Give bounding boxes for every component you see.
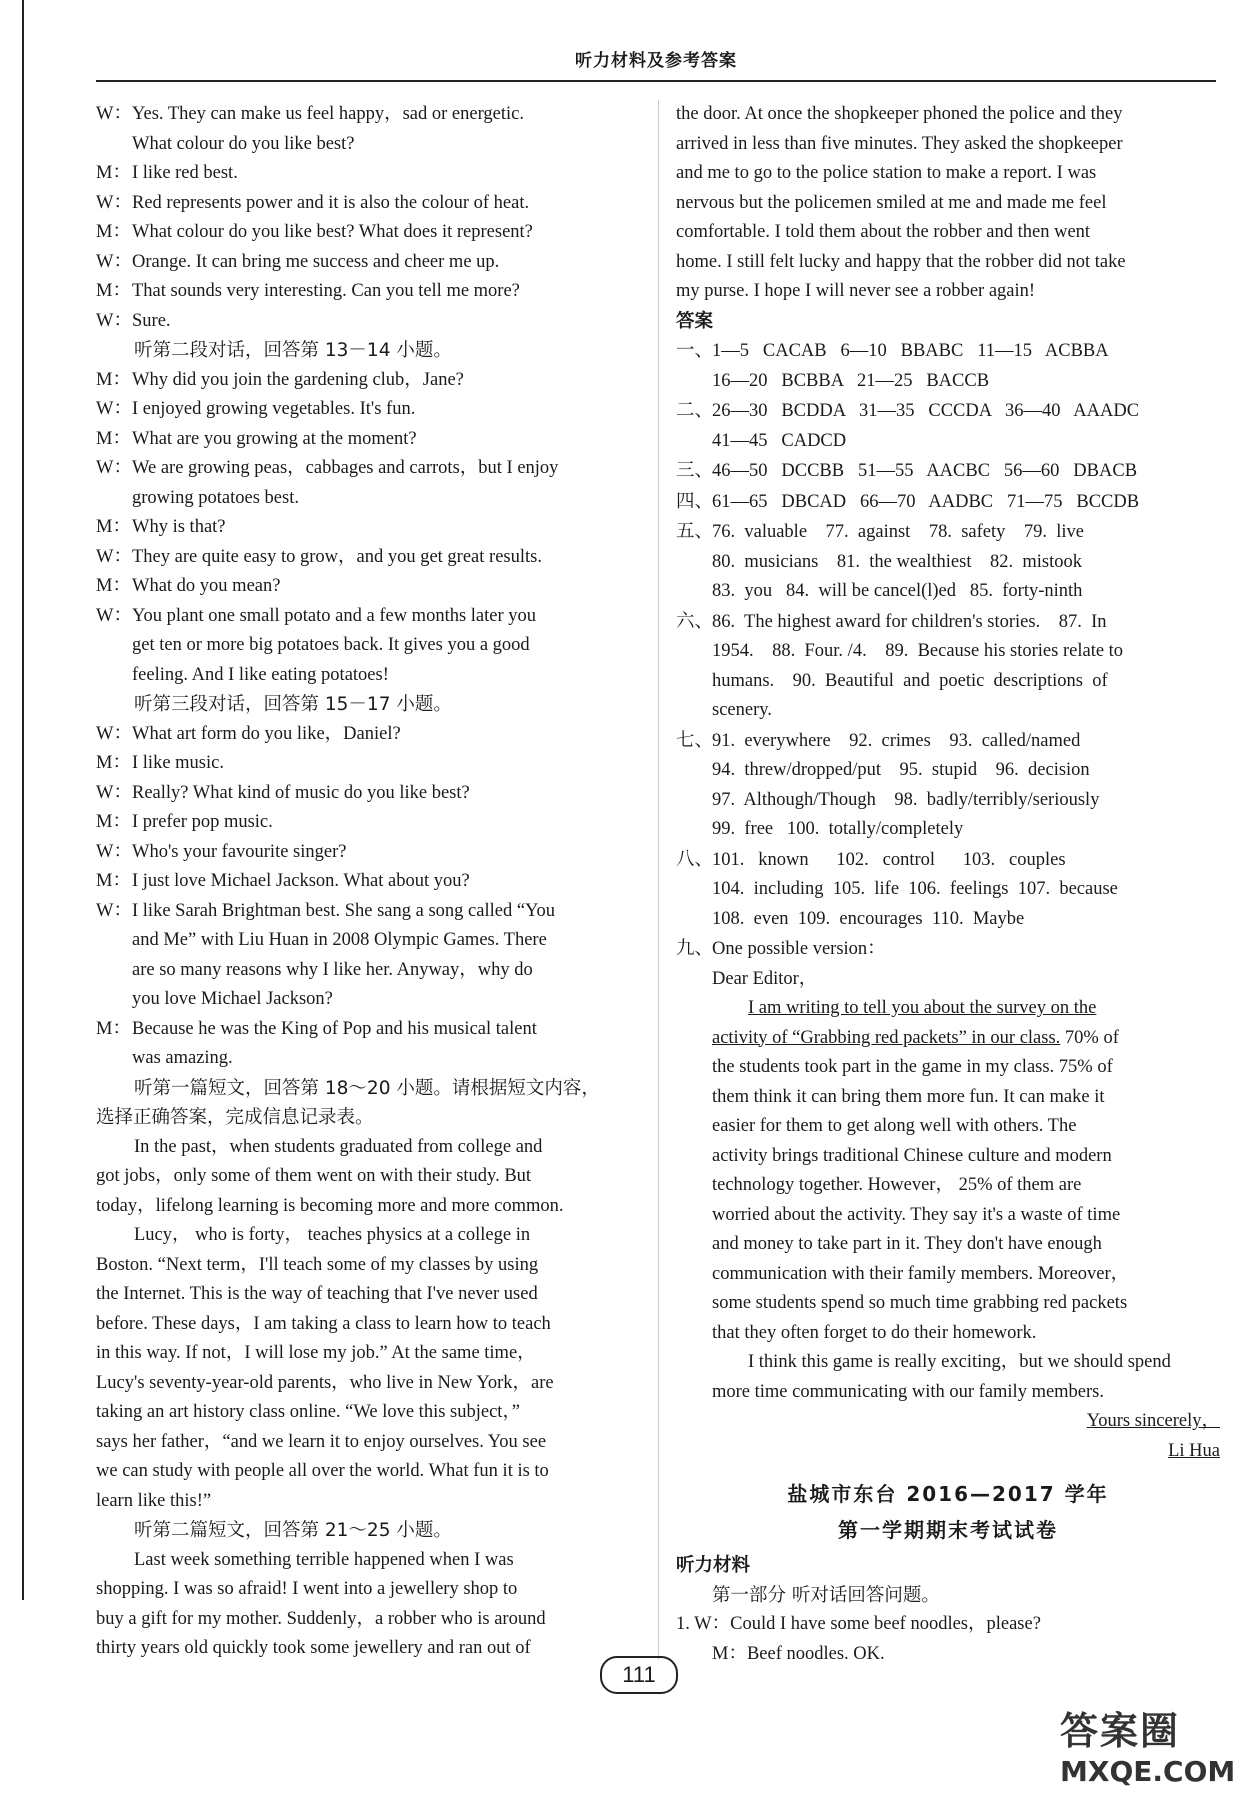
dialogue-line [96,454,640,484]
page-number: 111 [600,1656,678,1694]
speaker-label: W： [96,605,132,626]
dialogue-text: I enjoyed growing vegetables. It's fun. [132,399,416,419]
answer-row [676,367,1220,397]
section-heading-dialogue-3: 听第三段对话，回答第 15－17 小题。 [134,694,452,715]
passage-line: thirty years old quickly took some jewellery and ran out of [96,1638,531,1658]
speaker-label: M： [96,871,131,891]
passage-line: my purse. I hope I will never see a robber again! [676,281,1036,301]
answer-row [676,637,1220,667]
passage-line: the Internet. This is the way of teaching that I've never used [96,1284,538,1304]
letter-underlined-1: I am writing to tell you about the survey on the [748,998,1097,1018]
dialogue-line [96,602,640,632]
dialogue-text: feeling. And I like eating potatoes! [132,664,389,685]
speaker-label: M： [96,222,131,242]
dialogue-line [96,189,640,219]
left-column [96,100,640,1664]
speaker-label: W： [96,192,132,213]
passage-line: the door. At once the shopkeeper phoned the police and they [676,104,1123,124]
dialogue-line [96,661,640,691]
dialogue-line [96,307,640,337]
speaker-label: W： [96,458,132,478]
passage-line: arrived in less than five minutes. They asked the shopkeeper [676,133,1123,154]
dialogue-2 [96,366,640,691]
dialogue-line [96,484,640,514]
dialogue-line [96,425,640,455]
dialogue-text: What art form do you like，Daniel? [132,723,401,744]
passage-line: Lucy's seventy-year-old parents，who live in New York，are [96,1372,554,1393]
speaker-label: W： [96,900,132,921]
letter-line: communication with their family members. Moreover， [712,1263,1130,1284]
dialogue-line [96,779,640,809]
answer-row [676,548,1220,578]
letter-para-2-line-2: more time communicating with our family members. [712,1381,1105,1402]
letter-line: the students took part in the game in my class. 75% of [712,1057,1113,1077]
passage-line: we can study with people all over the world. What fun it is to [96,1461,549,1481]
letter-line: easier for them to get along well with others. The [712,1116,1077,1136]
answer-text: 97. Although/Though 98. badly/terribly/seriously [712,789,1100,810]
letter-para-2-line-1: I think this game is really exciting，but we should spend [748,1352,1171,1372]
answer-row [676,487,1220,518]
dialogue-text: I like Sarah Brightman best. She sang a song called “You [132,900,556,921]
speaker-label: M： [96,576,131,596]
dialogue-text: I prefer pop music. [132,812,273,832]
speaker-label: W： [96,782,132,803]
speaker-label: M： [96,281,131,301]
answer-row [676,667,1220,697]
dialogue-text: Why did you join the gardening club，Jane? [132,369,464,390]
dialogue-text: are so many reasons why I like her. Anyway，why do [132,959,533,980]
answer-text: 61—65 DBCAD 66—70 AADBC 71—75 BCCDB [712,491,1140,512]
passage-line: today，lifelong learning is becoming more and more common. [96,1195,564,1216]
answer-section-label: 二、 [676,400,714,421]
answer-text: 1954. 88. Four. /4. 89. Because his stories relate to [712,641,1124,661]
answer-row [676,577,1220,607]
letter-salutation: Dear Editor， [712,968,818,989]
question-1-line-2: M：Beef noodles. OK. [712,1643,885,1664]
dialogue-line [96,395,640,425]
answer-text: 41—45 CADCD [712,430,847,451]
dialogue-text: Because he was the King of Pop and his musical talent [132,1018,537,1039]
dialogue-line [96,159,640,189]
dialogue-text: You plant one small potato and a few months later you [132,605,537,626]
answer-row [676,456,1220,487]
dialogue-line [96,838,640,868]
speaker-label: M： [96,812,131,832]
answer-section-label: 八、 [676,848,714,870]
passage-line: and me to go to the police station to make a report. I was [676,163,1097,183]
section-heading-passage-1: 听第一篇短文，回答第 18～20 小题。请根据短文内容， [134,1077,600,1099]
dialogue-text: and Me” with Liu Huan in 2008 Olympic Games. There [132,930,547,950]
answer-row [676,815,1220,845]
passage-2-continued [676,100,1220,307]
question-1-line-1: 1. W：Could I have some beef noodles，please? [676,1614,1041,1634]
passage-line: got jobs，only some of them went on with their study. But [96,1166,532,1186]
header-title: 听力材料及参考答案 [575,51,737,71]
part-1-heading: 第一部分 听对话回答问题。 [712,1584,940,1606]
speaker-label: W： [96,723,132,744]
column-divider [658,100,659,1660]
speaker-label: W： [96,251,132,272]
dialogue-line [96,985,640,1015]
section-heading-dialogue-2: 听第二段对话，回答第 13－14 小题。 [134,340,452,361]
letter-intro-tail: 70% of [1060,1027,1119,1048]
passage-line: Last week something terrible happened when I was [134,1549,514,1570]
speaker-label: W： [96,399,132,419]
page-header [96,42,1216,82]
speaker-label: M： [96,428,131,449]
letter-line: and money to take part in it. They don't have enough [712,1234,1102,1254]
dialogue-text: They are quite easy to grow，and you get great results. [132,546,542,567]
dialogue-line [96,100,640,130]
passage-line: shopping. I was so afraid! I went into a jewellery shop to [96,1579,518,1599]
answer-text: 86. The highest award for children's stories. 87. In [712,611,1107,632]
letter-closing-text: Yours sincerely， [1086,1411,1220,1431]
letter-underlined-2: activity of “Grabbing red packets” in our class. [712,1027,1061,1048]
exam-title-line-1: 盐城市东台 2016—2017 学年 [787,1482,1109,1506]
answer-row [676,696,1220,726]
answer-row [676,396,1220,427]
letter-line: some students spend so much time grabbing red packets [712,1293,1128,1313]
answer-section-label: 五、 [676,521,714,542]
answer-row [676,517,1220,548]
dialogue-line [96,366,640,396]
speaker-label: M： [96,753,131,773]
dialogue-3 [96,720,640,1074]
dialogue-text: you love Michael Jackson? [132,989,333,1009]
letter-line: them think it can bring them more fun. It can make it [712,1086,1105,1107]
answer-text: 108. even 109. encourages 110. Maybe [712,908,1025,929]
answer-row [676,786,1220,816]
dialogue-text: We are growing peas，cabbages and carrots，but I enjoy [132,458,559,478]
binding-line [22,0,24,1600]
passage-line: comfortable. I told them about the robber and then went [676,222,1091,242]
dialogue-text: I like music. [132,753,224,773]
answer-text: 46—50 DCCBB 51—55 AACBC 56—60 DBACB [712,461,1138,481]
answer-section-label: 四、 [676,490,714,512]
letter-body [676,1053,1220,1348]
answer-section-label: 九、 [676,938,714,959]
answer-text: 76. valuable 77. against 78. safety 79. live [712,522,1084,542]
dialogue-text: get ten or more big potatoes back. It gives you a good [132,635,530,655]
right-column [676,100,1220,1669]
dialogue-text: Yes. They can make us feel happy，sad or energetic. [132,104,524,124]
answer-text: 26—30 BCDDA 31—35 CCCDA 36—40 AAADC [712,401,1140,421]
dialogue-line [96,956,640,986]
speaker-label: M： [96,1018,131,1039]
dialogue-line [96,631,640,661]
passage-line: nervous but the policemen smiled at me and made me feel [676,192,1107,213]
answer-section-label: 三、 [676,460,714,481]
section-heading-passage-2: 听第二篇短文，回答第 21～25 小题。 [134,1520,452,1541]
dialogue-line [96,1044,640,1074]
dialogue-1 [96,100,640,336]
answers-label: 答案 [676,310,714,332]
answer-section-label: 一、 [676,340,714,361]
passage-line: home. I still felt lucky and happy that the robber did not take [676,251,1126,272]
dialogue-text: Who's your favourite singer? [132,841,347,862]
answer-text: 101. known 102. control 103. couples [712,849,1066,870]
answer-row [676,905,1220,935]
dialogue-line [96,808,640,838]
dialogue-line [96,749,640,779]
dialogue-text: What do you mean? [132,576,281,596]
answer-text: 94. threw/dropped/put 95. stupid 96. decision [712,760,1090,780]
section-heading-passage-1-cont: 选择正确答案，完成信息记录表。 [96,1107,374,1128]
dialogue-line [96,543,640,573]
speaker-label: W： [96,310,132,331]
passage-line: says her father，“and we learn it to enjoy ourselves. You see [96,1431,547,1452]
dialogue-text: Sure. [132,310,171,331]
answer-row [676,934,1220,965]
watermark-logo [1060,1700,1236,1790]
dialogue-line [96,867,640,897]
dialogue-text: was amazing. [132,1048,233,1068]
letter-signature [676,1437,1220,1467]
answer-text: 16—20 BCBBA 21—25 BACCB [712,370,990,391]
answer-section-label: 六、 [676,610,714,632]
answer-text: 91. everywhere 92. crimes 93. called/named [712,730,1081,751]
letter-intro-line-1 [676,994,1220,1024]
dialogue-text: Really? What kind of music do you like best? [132,782,470,803]
answer-text: One possible version： [712,939,886,959]
answer-row [676,845,1220,876]
answer-row [676,875,1220,905]
speaker-label: M： [96,517,131,537]
answer-text: scenery. [712,700,772,720]
passage-1 [96,1133,640,1517]
passage-line: in this way. If not，I will lose my job.” At the same time， [96,1343,536,1363]
answer-text: humans. 90. Beautiful and poetic descriptions of [712,670,1108,691]
answer-text: 104. including 105. life 106. feelings 107. because [712,879,1118,899]
passage-line: taking an art history class online. “We love this subject，” [96,1402,520,1422]
dialogue-line [96,513,640,543]
dialogue-text: I like red best. [132,163,238,183]
listening-label: 听力材料 [676,1555,751,1576]
speaker-label: M： [96,163,131,183]
answer-row [676,726,1220,757]
dialogue-text: That sounds very interesting. Can you tell me more? [132,281,520,301]
dialogue-text: Why is that? [132,517,226,537]
exam-title-line-2: 第一学期期末考试试卷 [838,1517,1058,1542]
dialogue-line [96,720,640,750]
dialogue-line [96,248,640,278]
dialogue-text: What colour do you like best? What does it represent? [132,222,533,242]
answer-key [676,336,1220,965]
dialogue-text: I just love Michael Jackson. What about you? [132,871,470,891]
answer-row [676,336,1220,367]
letter-line: worried about the activity. They say it's a waste of time [712,1204,1121,1225]
letter-line: that they often forget to do their homework. [712,1322,1037,1343]
answer-text: 83. you 84. will be cancel(l)ed 85. forty-ninth [712,581,1083,601]
dialogue-line [96,1015,640,1045]
answer-row [676,607,1220,638]
watermark-bottom: MXQE.COM [1060,1755,1236,1788]
dialogue-line [96,897,640,927]
dialogue-line [96,277,640,307]
passage-line: buy a gift for my mother. Suddenly，a robber who is around [96,1608,546,1629]
speaker-label: W： [96,841,132,862]
passage-2 [96,1546,640,1664]
answer-text: 80. musicians 81. the wealthiest 82. mistook [712,551,1082,572]
answer-row [676,756,1220,786]
dialogue-line [96,218,640,248]
answer-section-label: 七、 [676,729,714,751]
passage-line: before. These days，I am taking a class to learn how to teach [96,1313,551,1334]
answer-text: 1—5 CACAB 6—10 BBABC 11—15 ACBBA [712,341,1109,361]
passage-line: Boston. “Next term，I'll teach some of my classes by using [96,1254,539,1275]
letter-signature-text: Li Hua [1168,1440,1220,1461]
dialogue-text: Red represents power and it is also the colour of heat. [132,192,530,213]
speaker-label: W： [96,104,132,124]
dialogue-line [96,572,640,602]
dialogue-line [96,130,640,160]
letter-intro-line-2 [676,1024,1220,1054]
dialogue-text: Orange. It can bring me success and cheer me up. [132,251,500,272]
dialogue-text: growing potatoes best. [132,487,299,508]
letter-closing [676,1407,1220,1437]
watermark-top: 答案圈 [1060,1709,1181,1753]
letter-line: technology together. However， 25% of them are [712,1175,1082,1195]
speaker-label: W： [96,546,132,567]
dialogue-line [96,926,640,956]
speaker-label: M： [96,369,131,390]
answer-text: 99. free 100. totally/completely [712,819,964,839]
dialogue-text: What are you growing at the moment? [132,428,417,449]
answer-row [676,427,1220,457]
passage-line: learn like this!” [96,1490,212,1511]
passage-line: Lucy， who is forty， teaches physics at a college in [134,1225,531,1245]
passage-line: In the past，when students graduated from college and [134,1136,543,1157]
dialogue-text: What colour do you like best? [132,133,355,154]
letter-line: activity brings traditional Chinese culture and modern [712,1145,1112,1166]
